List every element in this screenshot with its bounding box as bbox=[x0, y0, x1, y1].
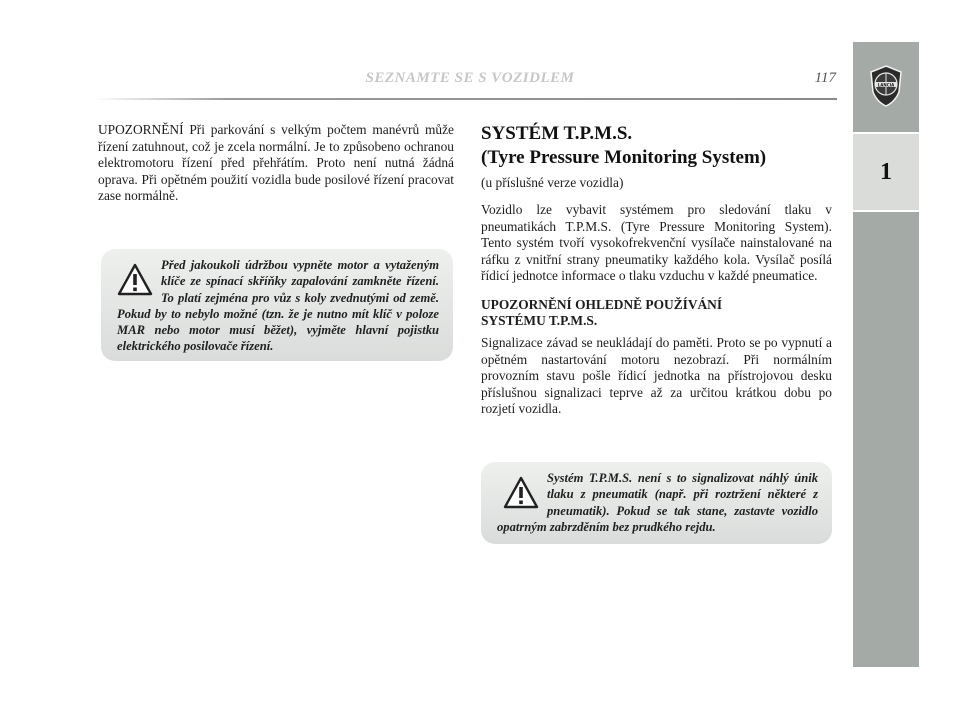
section-marker: 1 bbox=[853, 134, 919, 212]
warning-text-tpms: Systém T.P.M.S. není s to signalizovat náhlý únik tlaku z pneumatik (např. při roztržení některé z pneumatik). Pokud se tak stane, zastavte vozidlo opatrným zabrzděním bez prudkého rejdu. bbox=[497, 471, 818, 534]
right-column bbox=[481, 122, 832, 418]
header-title: SEZNAMTE SE S VOZIDLEM bbox=[365, 70, 575, 86]
warning-triangle-icon bbox=[117, 263, 153, 297]
tpms-usage-heading-line2: SYSTÉMU T.P.M.S. bbox=[481, 312, 598, 328]
warning-box-tpms bbox=[481, 462, 832, 544]
lancia-logo-icon bbox=[867, 64, 905, 108]
tpms-title bbox=[481, 122, 832, 170]
tpms-usage-paragraph: Signalizace závad se neukládají do paměti. Proto se po vypnutí a opětném nastartování motoru nezobrazí. Při normálním provozním stavu pošle řídicí jednotka na přístrojovou desku příslušnou signalizaci teprve až za určitou krátkou dobu po rozjetí vozidla. bbox=[481, 334, 832, 417]
warning-box-steering bbox=[101, 249, 453, 361]
tpms-usage-heading-line1: UPOZORNĚNÍ OHLEDNĚ POUŽÍVÁNÍ bbox=[481, 296, 723, 312]
version-note: (u příslušné verze vozidla) bbox=[481, 175, 624, 190]
warning-triangle-icon bbox=[503, 476, 539, 510]
steering-note-paragraph: UPOZORNĚNÍ Při parkování s velkým počtem manévrů může řízení zatuhnout, což je zcela normální. Je to způsobeno ochranou elektromotoru řízení před přehřátím. Proto není nutná žádná oprava. Při opětném použití vozidla bude posilové řízení pracovat zase normálně. bbox=[98, 122, 454, 204]
warning-text-steering: Před jakoukoli údržbou vypněte motor a vytaženým klíče ze spínací skříňky zapalování zamkněte řízení. To platí zejména pro vůz s koly zvednutými od země. Pokud by to nebylo možné (tzn. že je nutno mít klíč v poloze MAR nebo motor musí běžet), vyjměte hlavní pojistku elektrického posilovače řízení. bbox=[117, 258, 439, 354]
tpms-intro-paragraph: Vozidlo lze vybavit systémem pro sledování tlaku v pneumatikách T.P.M.S. (Tyre Pressure Monitoring System). Tento systém tvoří vysokofrekvenční vysílače nainstalované na ráfku z vnitřní strany pneumatiky každého kola. Vysílač posílá řídicí jednotce informace o tlaku vzduchu v každé pneumatice. bbox=[481, 202, 832, 284]
tpms-title-line2: (Tyre Pressure Monitoring System) bbox=[481, 147, 767, 168]
tpms-title-line1: SYSTÉM T.P.M.S. bbox=[481, 123, 633, 144]
chapter-side-tab bbox=[853, 42, 919, 667]
left-column bbox=[98, 122, 454, 205]
page-number: 117 bbox=[814, 70, 836, 86]
svg-text:LANCIA: LANCIA bbox=[877, 82, 895, 88]
header-rule bbox=[95, 98, 837, 100]
tpms-usage-heading bbox=[481, 297, 832, 329]
tab-logo-area bbox=[853, 42, 919, 134]
